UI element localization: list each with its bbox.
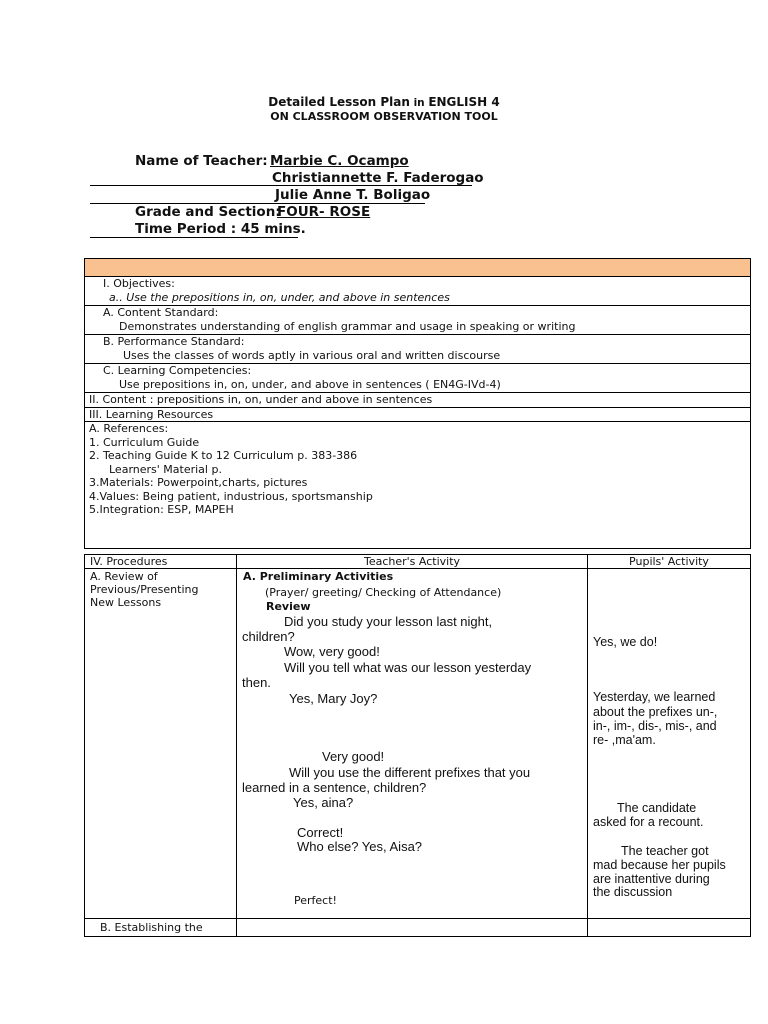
teacher-line: Very good! [322, 749, 385, 764]
competencies-row [85, 364, 751, 393]
resource-line: 2. Teaching Guide K to 12 Curriculum p. 383-386 [89, 449, 358, 462]
resources-row [85, 422, 751, 549]
teacher-line: Who else? Yes, Aisa? [297, 839, 423, 854]
performance-standard-text: Uses the classes of words aptly in various oral and written discourse [123, 348, 501, 362]
performance-standard-label: B. Performance Standard: [103, 335, 245, 348]
step-a-label-line: New Lessons [90, 596, 162, 609]
content-text: II. Content : prepositions in, on, under and above in sentences [89, 393, 433, 406]
resource-line: 3.Materials: Powerpoint,charts, pictures [89, 476, 308, 489]
procedures-col-header: IV. Procedures [90, 555, 168, 568]
pupil-line: are inattentive during [593, 872, 710, 886]
resources-heading: III. Learning Resources [89, 407, 214, 421]
content-standard-label: A. Content Standard: [103, 306, 219, 319]
teacher-line: Perfect! [294, 894, 337, 907]
procedures-table [84, 554, 751, 937]
competencies-label: C. Learning Competencies: [103, 364, 252, 377]
grid-line [84, 554, 85, 937]
pupil-line: Yes, we do! [593, 635, 658, 649]
resources-heading-row [85, 407, 751, 422]
teacher-name-2: Christiannette F. Faderogao [272, 170, 484, 186]
content-standard-row [85, 306, 751, 335]
resource-line: A. References: [89, 422, 169, 435]
review-heading: Review [266, 600, 311, 613]
objectives-row [85, 277, 751, 306]
resource-line: 5.Integration: ESP, MAPEH [89, 503, 234, 516]
grid-line [236, 554, 237, 937]
pupil-line: re- ,ma'am. [593, 733, 656, 747]
grid-line [84, 568, 751, 569]
pupil-line: The teacher got [621, 844, 709, 858]
underline-rule [90, 237, 298, 238]
time-period: Time Period : 45 mins. [135, 221, 306, 237]
teacher-line: children? [242, 629, 295, 644]
teacher-label: Name of Teacher: [135, 153, 268, 169]
grid-line [750, 554, 751, 937]
prayer-text: (Prayer/ greeting/ Checking of Attendance) [265, 586, 502, 599]
teacher-line: Yes, Mary Joy? [289, 691, 378, 706]
content-row [85, 393, 751, 408]
teacher-line: Correct! [297, 825, 344, 840]
table-header-band [85, 259, 751, 277]
teacher-line: Wow, very good! [284, 644, 380, 659]
title-subject: ENGLISH 4 [428, 95, 500, 109]
grade-label: Grade and Section: [135, 204, 281, 220]
step-b-label: B. Establishing the [100, 921, 203, 934]
pupil-line: about the prefixes un-, [593, 705, 718, 719]
teacher-activity-col-header: Teacher's Activity [363, 555, 461, 568]
teacher-line: Will you tell what was our lesson yesterday [284, 660, 532, 675]
pupil-line: in-, im-, dis-, mis-, and [593, 719, 717, 733]
content-standard-text: Demonstrates understanding of english grammar and usage in speaking or writing [119, 319, 576, 333]
grid-line [587, 554, 588, 937]
grid-line [84, 918, 751, 919]
resource-line: 4.Values: Being patient, industrious, sportsmanship [89, 489, 373, 503]
pupil-line: Yesterday, we learned [593, 690, 716, 704]
objective-a: a.. Use the prepositions in, on, under, and above in sentences [109, 290, 450, 304]
step-a-label-line: A. Review of [90, 570, 158, 583]
teacher-line: Will you use the different prefixes that you [289, 765, 531, 780]
document-title [0, 95, 768, 109]
teacher-line: Did you study your lesson last night, [284, 614, 493, 629]
preliminary-activities-heading: A. Preliminary Activities [243, 570, 394, 583]
document-subtitle: ON CLASSROOM OBSERVATION TOOL [270, 110, 498, 123]
teacher-name-1: Marbie C. Ocampo [270, 153, 409, 169]
competencies-text: Use prepositions in, on, under, and above in sentences ( EN4G-IVd-4) [119, 377, 501, 391]
teacher-line: Yes, aina? [293, 795, 354, 810]
resource-line: Learners' Material p. [109, 462, 222, 476]
title-connector: in [409, 97, 429, 109]
pupils-activity-col-header: Pupils' Activity [629, 555, 709, 568]
pupil-line: The candidate [617, 801, 697, 815]
pupil-line: the discussion [593, 885, 673, 899]
teacher-name-3: Julie Anne T. Boligao [275, 187, 431, 203]
pupil-line: asked for a recount. [593, 815, 704, 829]
objectives-heading: I. Objectives: [103, 277, 175, 290]
teacher-line: learned in a sentence, children? [242, 780, 427, 795]
pupil-line: mad because her pupils [593, 858, 726, 872]
resource-line: 1. Curriculum Guide [89, 435, 200, 449]
grade-value: FOUR- ROSE [277, 204, 371, 220]
performance-standard-row [85, 335, 751, 364]
lesson-plan-table [84, 258, 751, 549]
step-a-label-line: Previous/Presenting [90, 583, 199, 596]
teacher-line: then. [242, 675, 271, 690]
title-main: Detailed Lesson Plan [268, 95, 410, 109]
grid-line [84, 936, 751, 937]
